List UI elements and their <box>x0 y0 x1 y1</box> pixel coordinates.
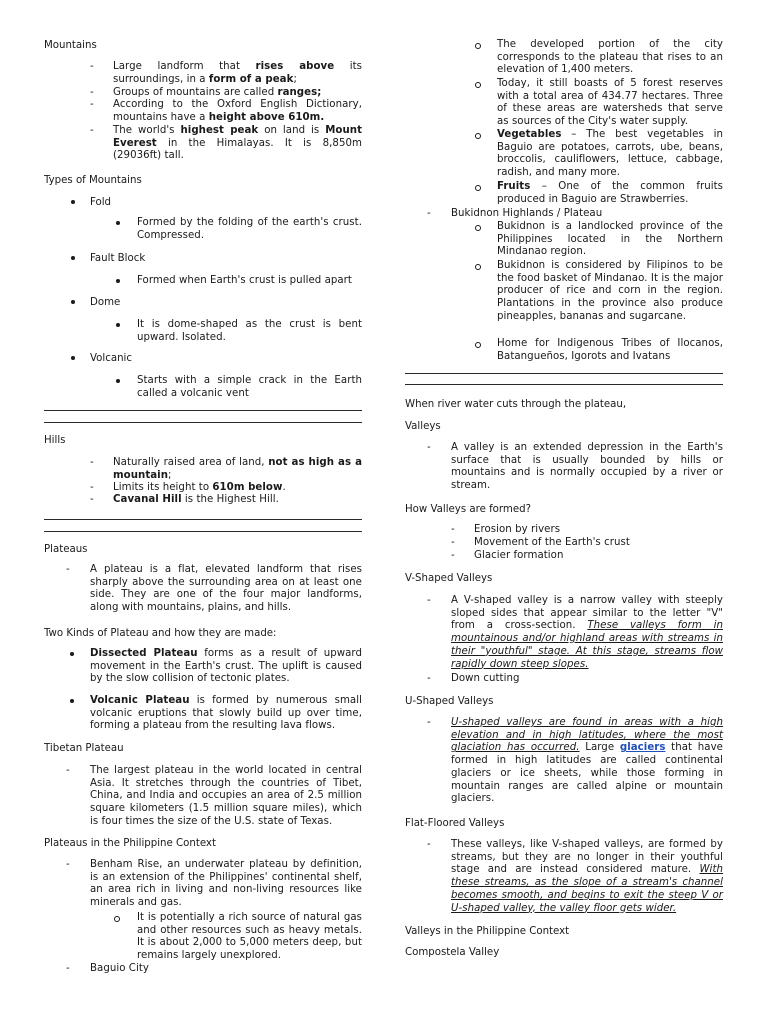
divider <box>44 410 362 411</box>
flat-floored-heading: Flat-Floored Valleys <box>405 818 505 829</box>
dash-marker: - <box>66 765 70 776</box>
bullet-marker <box>71 200 75 204</box>
baguio-sub: Fruits – One of the common fruits produced in Baguio are Strawberries. <box>497 181 723 205</box>
ph-plateaus-heading: Plateaus in the Philippine Context <box>44 838 216 849</box>
flat-floored-description: These valleys, like V-shaped valleys, are formed by streams, but they are no longer in their youthful stage and are instead considered mature. With these streams, as the slope of a stream's channel becomes smooth, and begins to exit the steep V or U-shaped valley, the valley floor gets wider. <box>451 839 723 914</box>
hills-heading: Hills <box>44 435 66 446</box>
bullet-marker <box>71 256 75 260</box>
bukidnon-sub: Home for Indigenous Tribes of Ilocanos, Batangueños, Igorots and Ivatans <box>497 338 723 362</box>
dash-marker: - <box>66 859 70 870</box>
type-name: Dome <box>90 297 121 308</box>
formation-item: Movement of the Earth's crust <box>474 537 630 548</box>
dash-marker: - <box>90 61 94 72</box>
tibetan-description: The largest plateau in the world located in central Asia. It stretches through the countries of Tibet, China, and India and occupies an area of 2.5 million square kilometers (1.5 million square miles), which is four times the size of the U.S. state of Texas. <box>90 765 362 827</box>
formation-item: Glacier formation <box>474 550 564 561</box>
dash-marker: - <box>66 564 70 575</box>
baguio-sub: Vegetables – The best vegetables in Baguio are potatoes, carrots, ube, beans, broccolis, cauliflowers, lettuce, cabbage, radish, and many more. <box>497 129 723 179</box>
divider <box>44 519 362 520</box>
divider <box>405 373 723 374</box>
river-line: When river water cuts through the plateau, <box>405 399 627 410</box>
dash-marker: - <box>427 717 431 728</box>
valley-definition: A valley is an extended depression in the Earth's surface that is usually bounded by hills or mountains and is normally occupied by a river or stream. <box>451 442 723 492</box>
baguio-sub: The developed portion of the city corresponds to the plateau that rises to an elevation of 1,400 meters. <box>497 39 723 76</box>
plateau-definition: A plateau is a flat, elevated landform that rises sharply above the surrounding area on at least one side. They are one of the four major landforms, along with mountains, plains, and hills. <box>90 564 362 614</box>
dash-marker: - <box>90 99 94 110</box>
circle-marker <box>475 43 481 49</box>
how-valleys-heading: How Valleys are formed? <box>405 504 531 515</box>
dash-marker: - <box>451 537 455 548</box>
mountain-item: According to the Oxford English Dictionary, mountains have a height above 610m. <box>113 99 362 123</box>
v-shaped-description: A V-shaped valley is a narrow valley with steeply sloped sides that appear similar to the letter "V" from a cross-section. These valleys form in mountainous and/or highland areas with streams in their "youthful" stage. At this stage, streams flow rapidly down steep slopes. <box>451 595 723 670</box>
bullet-marker <box>116 379 120 383</box>
bullet-marker <box>71 300 75 304</box>
u-shaped-description: U-shaped valleys are found in areas with a high elevation and in high latitudes, where the most glaciation has occurred. Large glaciers that have formed in high latitudes are called continental glaciers or ice sheets, while those forming in mountain ranges are called alpine or mountain glaciers. <box>451 717 723 805</box>
mountain-item: The world's highest peak on land is Mount Everest in the Himalayas. It is 8,850m (29036ft) tall. <box>113 125 362 162</box>
type-desc: Starts with a simple crack in the Earth called a volcanic vent <box>137 375 362 399</box>
valleys-heading: Valleys <box>405 421 441 432</box>
dash-marker: - <box>90 494 94 505</box>
bukidnon-sub: Bukidnon is considered by Filipinos to be the food basket of Mindanao. It is the major producer of rice and corn in the region. Plantations in the province also produce pineapples, bananas and sugarcane. <box>497 260 723 322</box>
circle-marker <box>475 225 481 231</box>
baguio-city: Baguio City <box>90 963 149 974</box>
tibetan-heading: Tibetan Plateau <box>44 743 124 754</box>
dash-marker: - <box>90 482 94 493</box>
baguio-sub: Today, it still boasts of 5 forest reserves with a total area of 434.77 hectares. Three of these areas are watersheds that serve as sources of the City's water supply. <box>497 78 723 128</box>
dash-marker: - <box>427 839 431 850</box>
bullet-marker <box>116 323 120 327</box>
divider <box>405 384 723 385</box>
bullet-marker <box>70 699 74 703</box>
type-name: Fault Block <box>90 253 146 264</box>
glaciers-link[interactable]: glaciers <box>619 742 666 754</box>
v-shaped-heading: V-Shaped Valleys <box>405 573 493 584</box>
dash-marker: - <box>451 524 455 535</box>
dash-marker: - <box>90 125 94 136</box>
circle-marker <box>475 82 481 88</box>
circle-marker <box>475 264 481 270</box>
bullet-marker <box>116 221 120 225</box>
circle-marker <box>475 342 481 348</box>
down-cutting: Down cutting <box>451 673 520 684</box>
u-shaped-heading: U-Shaped Valleys <box>405 696 494 707</box>
mountains-heading: Mountains <box>44 40 97 51</box>
mountain-item: Large landform that rises above its surroundings, in a form of a peak; <box>113 61 362 85</box>
divider <box>44 422 362 423</box>
bullet-marker <box>70 652 74 656</box>
dissected-plateau: Dissected Plateau forms as a result of upward movement in the Earth's crust. The uplift is caused by the slow collision of tectonic plates. <box>90 648 362 685</box>
dash-marker: - <box>66 963 70 974</box>
mountain-item: Groups of mountains are called ranges; <box>113 87 322 98</box>
formation-item: Erosion by rivers <box>474 524 561 535</box>
benham-rise: Benham Rise, an underwater plateau by definition, is an extension of the Philippines' continental shelf, an area rich in living and non-living resources like minerals and gas. <box>90 859 362 909</box>
dash-marker: - <box>427 595 431 606</box>
dash-marker: - <box>427 208 431 219</box>
ph-valleys-heading: Valleys in the Philippine Context <box>405 926 570 937</box>
type-name: Volcanic <box>90 353 132 364</box>
compostela-heading: Compostela Valley <box>405 947 500 958</box>
type-desc: Formed by the folding of the earth's crust. Compressed. <box>137 217 362 241</box>
circle-marker <box>475 133 481 139</box>
bukidnon-heading: Bukidnon Highlands / Plateau <box>451 208 603 219</box>
type-desc: Formed when Earth's crust is pulled apart <box>137 275 352 286</box>
bullet-marker <box>71 356 75 360</box>
two-kinds-heading: Two Kinds of Plateau and how they are made: <box>44 628 277 639</box>
circle-marker <box>114 916 120 922</box>
types-heading: Types of Mountains <box>44 175 142 186</box>
hill-item: Naturally raised area of land, not as high as a mountain; <box>113 457 362 481</box>
bullet-marker <box>116 279 120 283</box>
type-desc: It is dome-shaped as the crust is bent upward. Isolated. <box>137 319 362 343</box>
benham-sub: It is potentially a rich source of natural gas and other resources such as heavy metals. It is about 2,000 to 5,000 meters deep, but remains largely unexplored. <box>137 912 362 962</box>
divider <box>44 531 362 532</box>
dash-marker: - <box>90 457 94 468</box>
plateaus-heading: Plateaus <box>44 544 88 555</box>
circle-marker <box>475 185 481 191</box>
bukidnon-sub: Bukidnon is a landlocked province of the Philippines located in the Northern Mindanao region. <box>497 221 723 258</box>
dash-marker: - <box>451 550 455 561</box>
hill-item: Cavanal Hill is the Highest Hill. <box>113 494 279 505</box>
dash-marker: - <box>427 673 431 684</box>
dash-marker: - <box>90 87 94 98</box>
dash-marker: - <box>427 442 431 453</box>
hill-item: Limits its height to 610m below. <box>113 482 286 493</box>
volcanic-plateau: Volcanic Plateau is formed by numerous small volcanic eruptions that slowly build up over time, forming a plateau from the resulting lava flows. <box>90 695 362 732</box>
type-name: Fold <box>90 197 112 208</box>
